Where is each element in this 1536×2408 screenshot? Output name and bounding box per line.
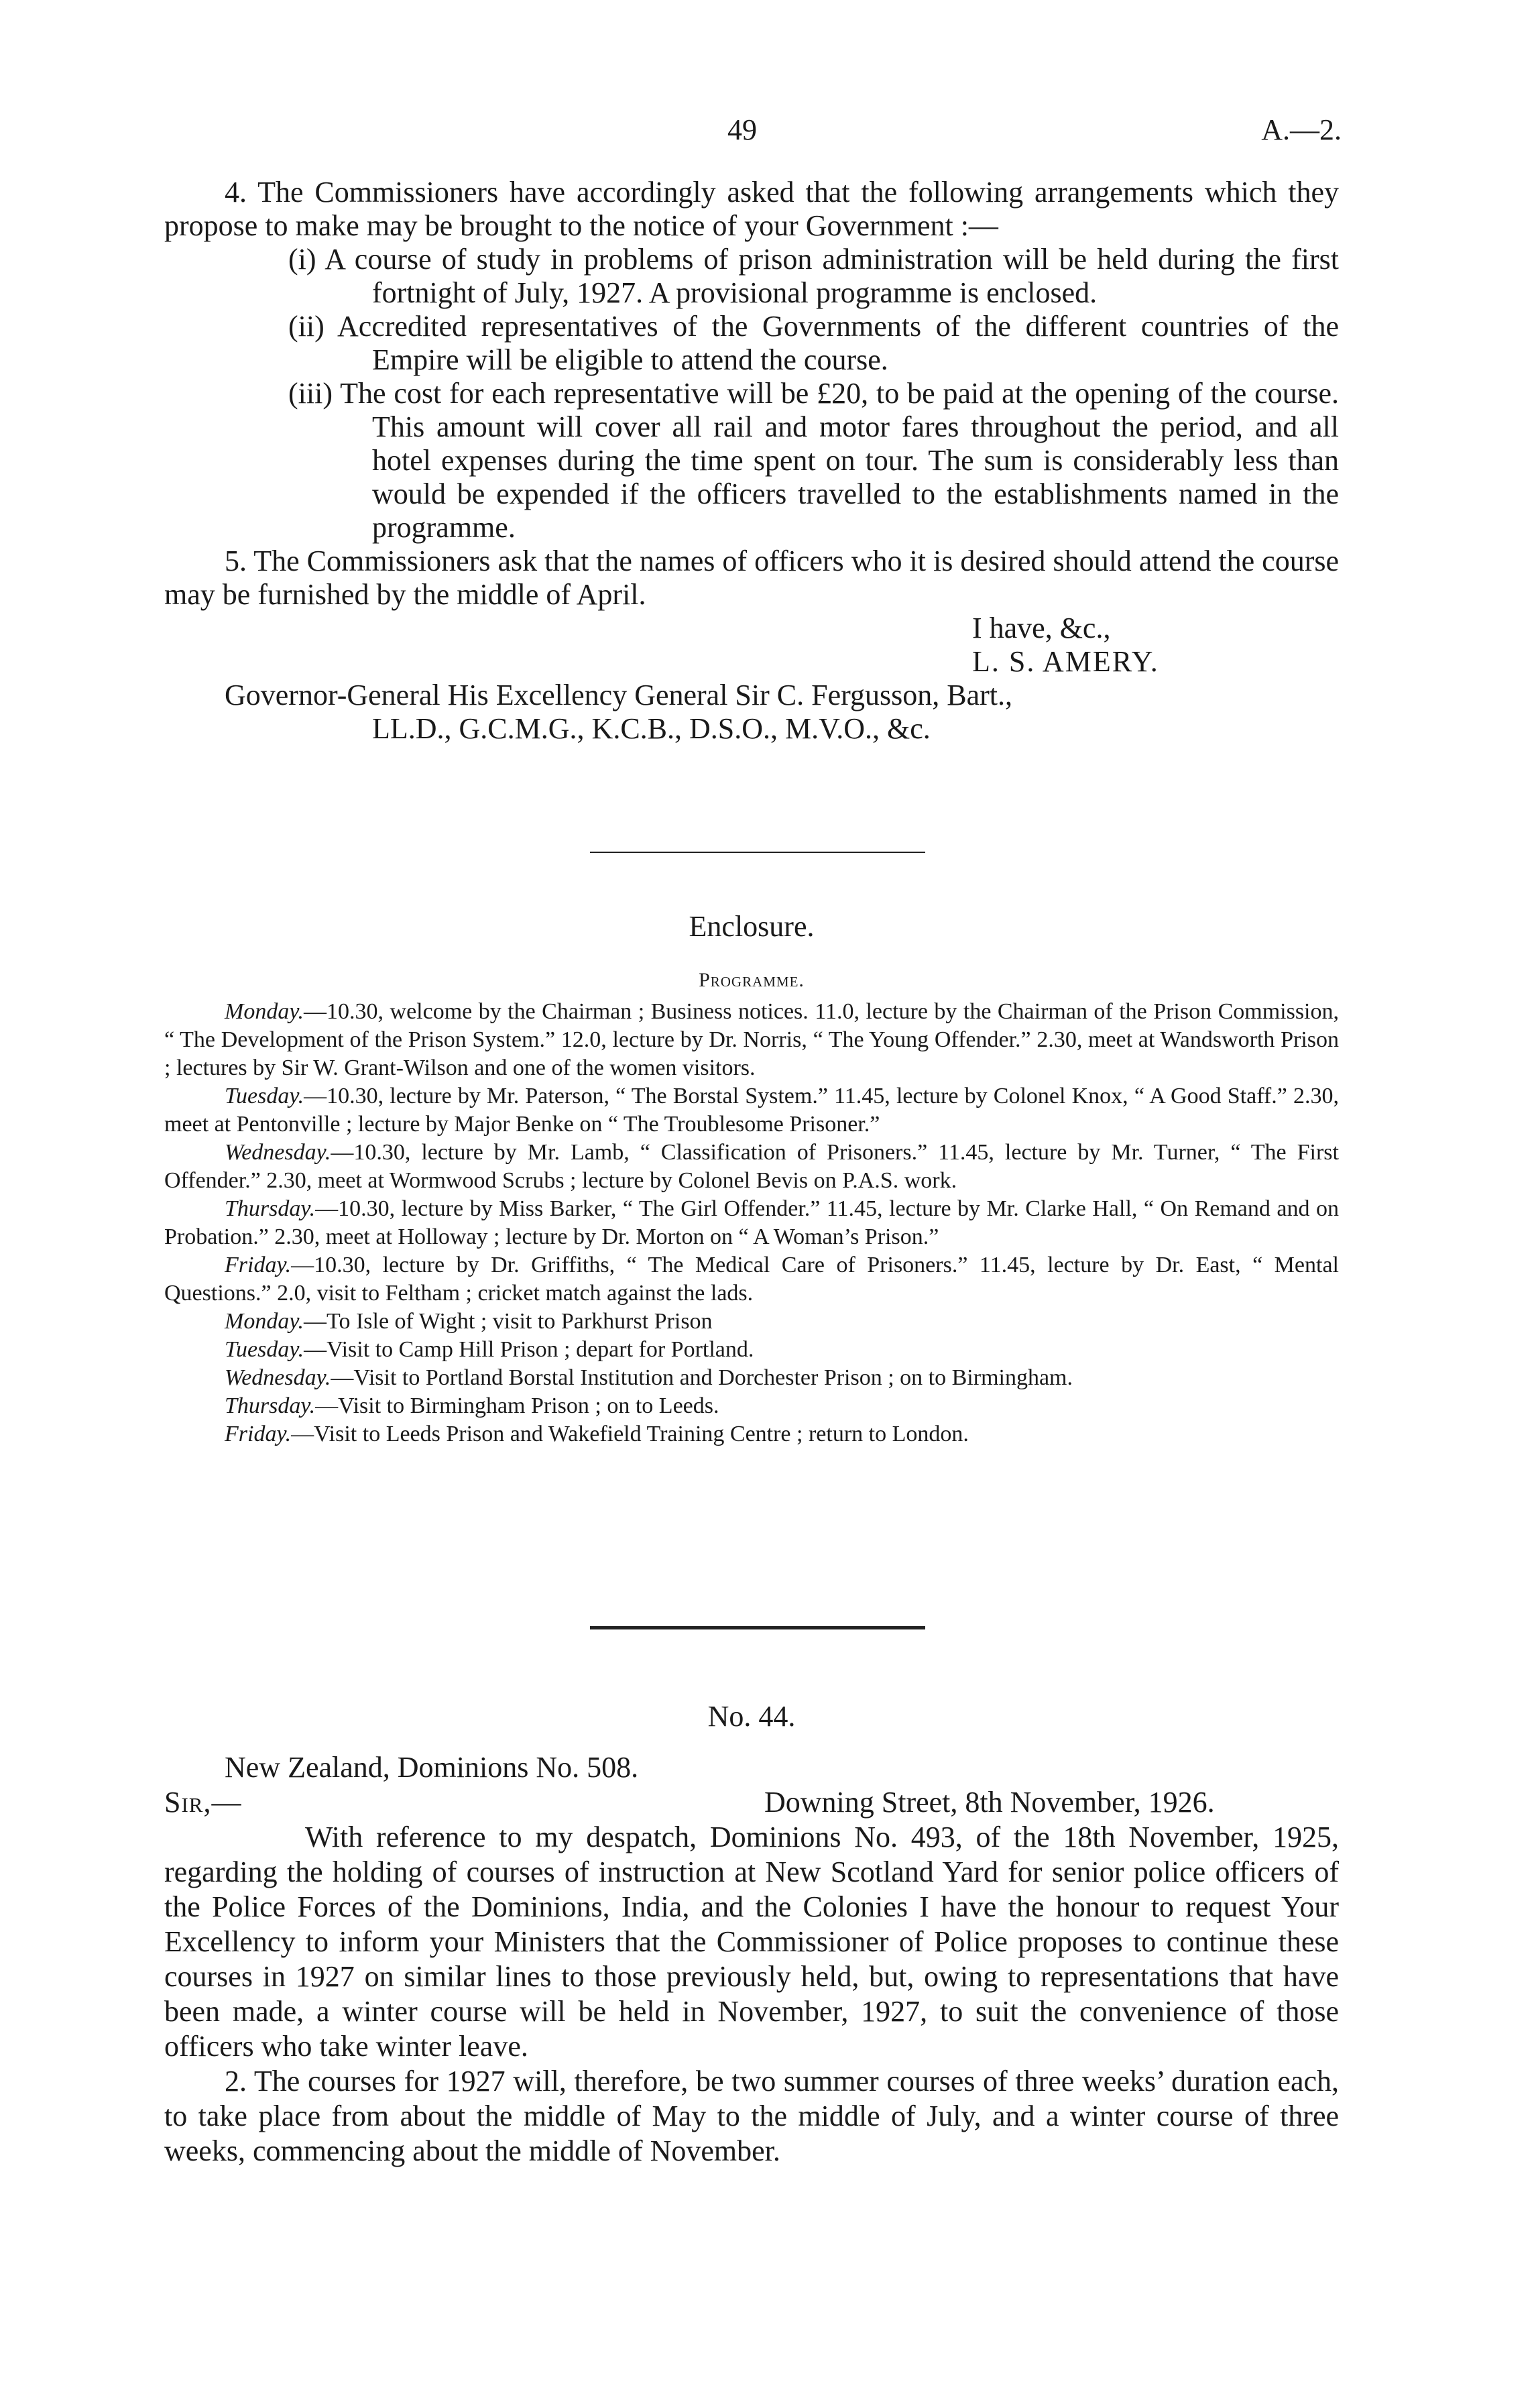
programme-entry (164, 1392, 1339, 1420)
section-divider (590, 852, 925, 853)
entry-text: —To Isle of Wight ; visit to Parkhurst Prison (304, 1309, 713, 1334)
item-number: (ii) (288, 310, 324, 343)
entry-text: —Visit to Camp Hill Prison ; depart for Portland. (304, 1337, 754, 1362)
entry-text: —Visit to Birmingham Prison ; on to Leeds. (315, 1393, 719, 1418)
item-text: The cost for each representative will be £20, to be paid at the opening of the course. This amount will cover all rail and motor fares throughout the period, and all hotel expenses during the time spent on tour. The sum is considerably less than would be expended if the officers travelled to the establishments named in the programme. (340, 377, 1339, 544)
enclosure-title: Enclosure. (689, 910, 815, 943)
addressee-line-1: Governor-General His Excellency General Sir C. Fergusson, Bart., (225, 679, 1012, 711)
list-item (164, 377, 1339, 544)
entry-day: Monday. (225, 999, 304, 1024)
programme-entry (164, 1251, 1339, 1308)
paragraph-1: With reference to my despatch, Dominions No. 493, of the 18th November, 1925, regarding the holding of courses of instruction at New Scotland Yard for senior police officers of the Police Forces of the Dominions, India, and the Colonies I have the honour to request Your Excellency to inform your Ministers that the Commissioner of Police proposes to continue these courses in 1927 on similar lines to those previously held, but, owing to representations that have been made, a winter course will be held in November, 1927, to suit the convenience of those officers who take winter leave. (164, 1821, 1339, 2063)
programme-entry (164, 1364, 1339, 1392)
address-date: Downing Street, 8th November, 1926. (764, 1786, 1215, 1819)
entry-day: Monday. (225, 1309, 304, 1334)
addressee-line-2: LL.D., G.C.M.G., K.C.B., D.S.O., M.V.O., &c. (372, 712, 931, 745)
programme-entry (164, 1308, 1339, 1336)
programme-entry (164, 1336, 1339, 1364)
item-text: Accredited representatives of the Governments of the different countries of the Empire will be eligible to attend the course. (337, 310, 1339, 376)
entry-day: Tuesday. (225, 1084, 304, 1108)
programme-list (164, 998, 1339, 1448)
programme-entry (164, 1139, 1339, 1195)
programme-heading: Programme. (699, 969, 805, 991)
programme-entry (164, 1420, 1339, 1448)
entry-day: Tuesday. (225, 1337, 304, 1362)
entry-text: —10.30, lecture by Miss Barker, “ The Girl Offender.” 11.45, lecture by Mr. Clarke Hall, “ On Remand and on Probation.” 2.30, meet at Holloway ; lecture by Dr. Morton on “ A Woman’s Prison.” (164, 1196, 1339, 1249)
item-number: (i) (288, 243, 316, 276)
signature: L. S. AMERY. (972, 645, 1159, 678)
programme-entry (164, 998, 1339, 1082)
list-item (164, 310, 1339, 377)
despatch-reference: New Zealand, Dominions No. 508. (225, 1751, 639, 1784)
salutation: Sir,— (164, 1786, 242, 1819)
entry-text: —10.30, welcome by the Chairman ; Business notices. 11.0, lecture by the Chairman of the Prison Commission, “ The Development of the Prison System.” 12.0, lecture by Dr. Norris, “ The Young Offender.” 2.30, meet at Wandsworth Prison ; lectures by Sir W. Grant-Wilson and one of the women visitors. (164, 999, 1339, 1080)
entry-text: —Visit to Portland Borstal Institution and Dorchester Prison ; on to Birmingham. (331, 1365, 1073, 1390)
section-divider-bold (590, 1626, 925, 1629)
item-number: (iii) (288, 377, 333, 410)
page-number: 49 (727, 113, 757, 146)
entry-day: Thursday. (225, 1196, 316, 1221)
programme-entry (164, 1195, 1339, 1251)
entry-text: —10.30, lecture by Dr. Griffiths, “ The Medical Care of Prisoners.” 11.45, lecture by Dr. East, “ Mental Questions.” 2.0, visit to Feltham ; cricket match against the lads. (164, 1253, 1339, 1306)
salutation-line (164, 1785, 1339, 1820)
paragraph-5: 5. The Commissioners ask that the names of officers who it is desired should attend the course may be furnished by the middle of April. (164, 544, 1339, 611)
item-text: A course of study in problems of prison administration will be held during the first fortnight of July, 1927. A provisional programme is enclosed. (324, 243, 1339, 309)
entry-day: Wednesday. (225, 1365, 331, 1390)
entry-day: Friday. (225, 1422, 292, 1446)
paragraph-2: 2. The courses for 1927 will, therefore, be two summer courses of three weeks’ duration each, to take place from about the middle of May to the middle of July, and a winter course of three weeks, commencing about the middle of November. (164, 2065, 1339, 2167)
entry-day: Wednesday. (225, 1140, 331, 1165)
entry-day: Thursday. (225, 1393, 316, 1418)
entry-text: —10.30, lecture by Mr. Paterson, “ The Borstal System.” 11.45, lecture by Colonel Knox, “ A Good Staff.” 2.30, meet at Pentonville ; lecture by Major Benke on “ The Troublesome Prisoner.” (164, 1084, 1339, 1137)
letter-one (164, 176, 1339, 746)
letter-two (164, 1750, 1339, 2169)
entry-text: —10.30, lecture by Mr. Lamb, “ Classification of Prisoners.” 11.45, lecture by Mr. Turner, “ The First Offender.” 2.30, meet at Wormwood Scrubs ; lecture by Colonel Bevis on P.A.S. work. (164, 1140, 1339, 1193)
paragraph-4: 4. The Commissioners have accordingly asked that the following arrangements which they propose to make may be brought to the notice of your Government :— (164, 176, 1339, 242)
programme-entry (164, 1082, 1339, 1139)
list-item (164, 243, 1339, 310)
entry-text: —Visit to Leeds Prison and Wakefield Training Centre ; return to London. (291, 1422, 969, 1446)
entry-day: Friday. (225, 1253, 292, 1277)
closing: I have, &c., (972, 612, 1111, 644)
document-reference: A.—2. (1261, 113, 1342, 146)
letter-number: No. 44. (707, 1700, 796, 1733)
